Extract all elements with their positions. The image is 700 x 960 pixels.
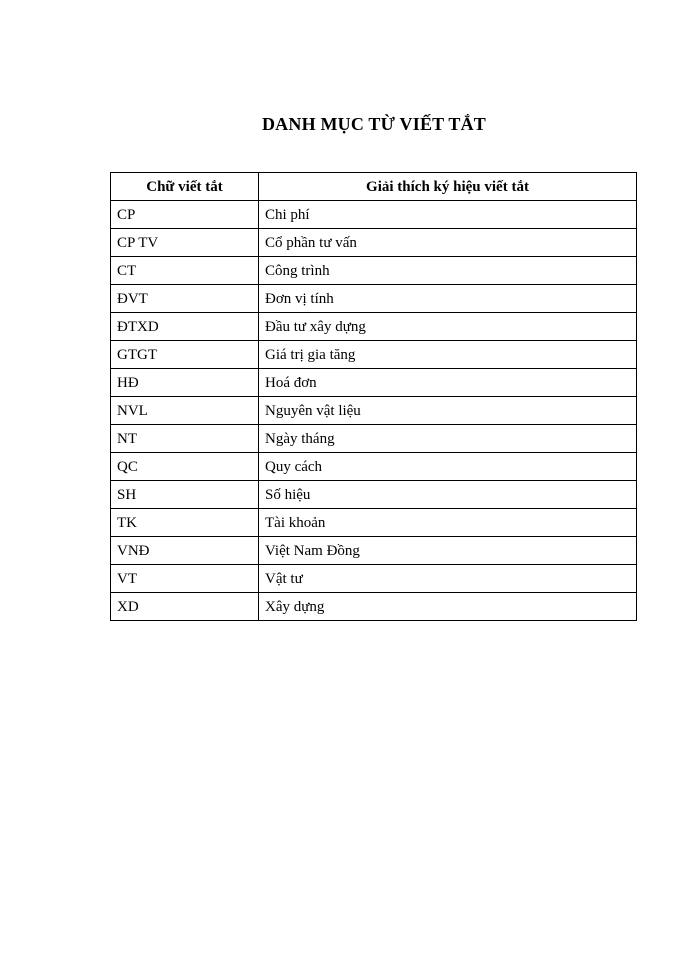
table-row — [111, 593, 637, 621]
header-abbreviation: Chữ viết tắt — [111, 173, 259, 201]
table-row — [111, 257, 637, 285]
abbreviation-cell: ĐVT — [111, 285, 259, 313]
table-row — [111, 481, 637, 509]
abbreviation-cell: ĐTXD — [111, 313, 259, 341]
abbreviation-cell: SH — [111, 481, 259, 509]
abbreviation-cell: XD — [111, 593, 259, 621]
abbreviation-cell: HĐ — [111, 369, 259, 397]
table-row — [111, 509, 637, 537]
explanation-cell: Việt Nam Đồng — [259, 537, 637, 565]
table-row — [111, 285, 637, 313]
table-row — [111, 229, 637, 257]
table-row — [111, 453, 637, 481]
abbreviation-cell: TK — [111, 509, 259, 537]
abbreviation-cell: CT — [111, 257, 259, 285]
table-header-row — [111, 173, 637, 201]
header-explanation: Giải thích ký hiệu viết tắt — [259, 173, 637, 201]
table-row — [111, 537, 637, 565]
abbreviation-cell: VT — [111, 565, 259, 593]
table-row — [111, 341, 637, 369]
explanation-cell: Đơn vị tính — [259, 285, 637, 313]
table-row — [111, 313, 637, 341]
explanation-cell: Vật tư — [259, 565, 637, 593]
table-row — [111, 201, 637, 229]
explanation-cell: Quy cách — [259, 453, 637, 481]
explanation-cell: Nguyên vật liệu — [259, 397, 637, 425]
abbreviation-cell: GTGT — [111, 341, 259, 369]
abbreviation-cell: NT — [111, 425, 259, 453]
abbreviation-cell: QC — [111, 453, 259, 481]
table-row — [111, 397, 637, 425]
table-row — [111, 369, 637, 397]
explanation-cell: Giá trị gia tăng — [259, 341, 637, 369]
explanation-cell: Ngày tháng — [259, 425, 637, 453]
abbreviation-cell: NVL — [111, 397, 259, 425]
abbreviation-cell: VNĐ — [111, 537, 259, 565]
explanation-cell: Tài khoản — [259, 509, 637, 537]
explanation-cell: Hoá đơn — [259, 369, 637, 397]
abbreviation-cell: CP — [111, 201, 259, 229]
table-row — [111, 425, 637, 453]
page-title: DANH MỤC TỪ VIẾT TẮT — [261, 114, 487, 134]
explanation-cell: Cổ phần tư vấn — [259, 229, 637, 257]
explanation-cell: Số hiệu — [259, 481, 637, 509]
abbreviation-table — [110, 172, 637, 621]
explanation-cell: Xây dựng — [259, 593, 637, 621]
abbreviation-cell: CP TV — [111, 229, 259, 257]
explanation-cell: Công trình — [259, 257, 637, 285]
explanation-cell: Chi phí — [259, 201, 637, 229]
explanation-cell: Đầu tư xây dựng — [259, 313, 637, 341]
table-row — [111, 565, 637, 593]
